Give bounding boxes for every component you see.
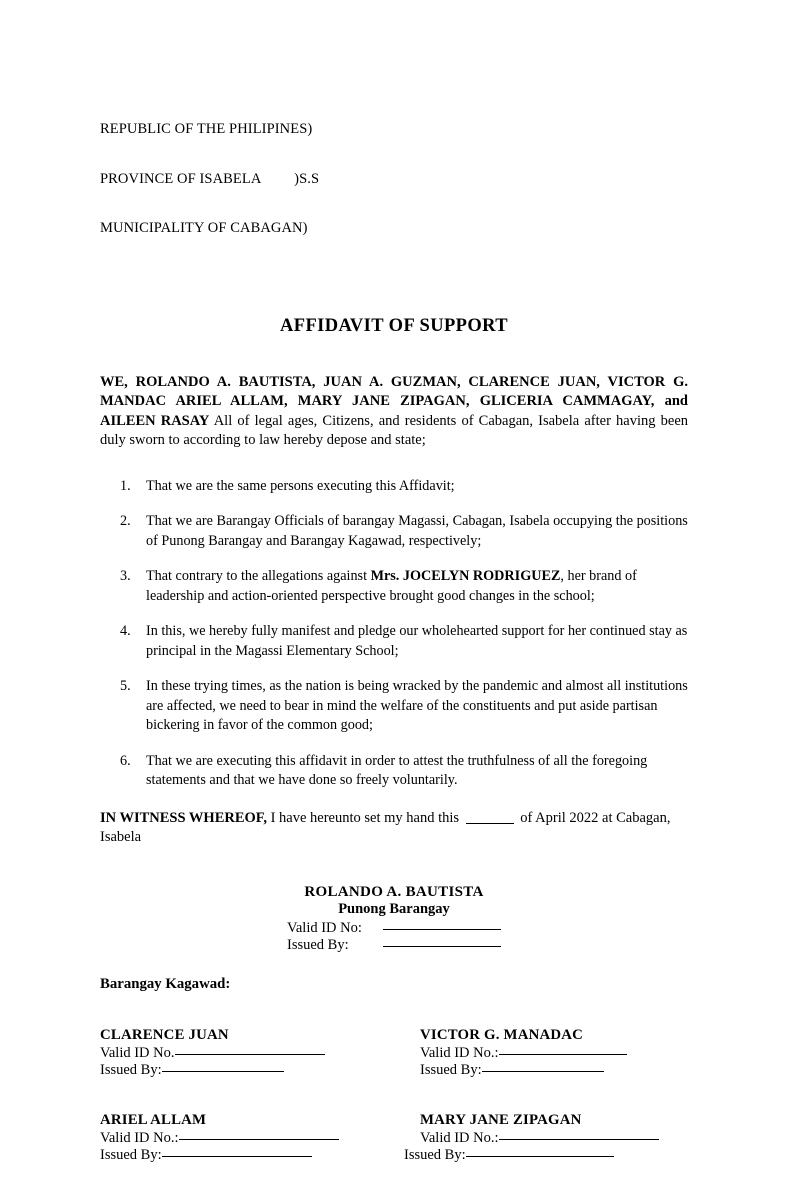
valid-id-label: Valid ID No.: [420, 1129, 499, 1146]
clause-item-4 [120, 622, 688, 661]
valid-id-row [100, 1045, 420, 1063]
clause-item-2 [120, 512, 688, 551]
signature-block-victor-manadac [420, 1027, 740, 1080]
document-content [100, 88, 688, 1197]
primary-valid-id-blank[interactable] [383, 929, 501, 930]
issued-by-blank[interactable] [482, 1071, 604, 1072]
clause-item-3 [120, 567, 688, 606]
witness-clause [100, 809, 688, 848]
jurisdiction-line-province: PROVINCE OF ISABELA )S.S [100, 170, 320, 187]
valid-id-row [420, 1045, 740, 1063]
issued-by-label: Issued By: [404, 1147, 466, 1163]
signature-block-mary-jane-zipagan [404, 1111, 740, 1165]
valid-id-row [420, 1130, 740, 1148]
witness-lead: IN WITNESS WHEREOF, [100, 809, 267, 826]
valid-id-label: Valid ID No.: [420, 1044, 499, 1061]
issued-by-label: Issued By: [100, 1147, 162, 1163]
issued-by-row [420, 1062, 740, 1080]
signatory-name: VICTOR G. MANADAC [420, 1026, 584, 1043]
signature-row-1 [100, 1027, 688, 1080]
clause-item-1 [120, 477, 688, 497]
intro-paragraph [100, 373, 688, 451]
valid-id-label: Valid ID No.: [100, 1129, 179, 1146]
signature-grid [100, 1027, 688, 1165]
primary-issued-by-label: Issued By: [287, 936, 349, 953]
valid-id-blank[interactable] [499, 1139, 659, 1140]
valid-id-blank[interactable] [499, 1054, 627, 1055]
clause-text-3a: That contrary to the allegations against [146, 568, 371, 584]
intro-tail: All of legal ages, Citizens, and residents of Cabagan, Isabela after having been duly sworn to according to law hereby depose and state; [100, 412, 689, 448]
clause-item-5 [120, 677, 688, 736]
issued-by-row [100, 1147, 420, 1165]
signature-block-clarence-juan [100, 1027, 420, 1080]
valid-id-blank[interactable] [179, 1139, 339, 1140]
valid-id-label: Valid ID No. [100, 1044, 175, 1061]
primary-signature-block [100, 884, 688, 954]
signature-block-ariel-allam [100, 1112, 420, 1165]
issued-by-label: Issued By: [100, 1062, 162, 1078]
intro-lead: WE, [100, 373, 128, 390]
primary-signatory-role: Punong Barangay [338, 900, 450, 917]
issued-by-row [100, 1062, 420, 1080]
issued-by-blank[interactable] [162, 1071, 284, 1072]
witness-text-before: I have hereunto set my hand this [266, 809, 463, 826]
primary-issued-by-blank[interactable] [383, 946, 501, 947]
primary-issued-by-row [287, 937, 501, 954]
signatory-name: MARY JANE ZIPAGAN [420, 1111, 582, 1128]
signatory-name: CLARENCE JUAN [100, 1026, 229, 1043]
primary-valid-id-row [287, 920, 501, 937]
primary-valid-id-label: Valid ID No: [287, 919, 362, 936]
jurisdiction-line-municipality: MUNICIPALITY OF CABAGAN) [100, 220, 308, 236]
intro-affiants: ROLANDO A. BAUTISTA, JUAN A. GUZMAN, CLARENCE JUAN, VICTOR G. MANDAC ARIEL ALLAM, MARY JANE ZIPAGAN, GLICERIA CAMMAGAY, [100, 373, 688, 409]
witness-text-after: of April 2022 at Cabagan, Isabela [100, 809, 671, 845]
clause-list [100, 477, 688, 791]
clause-text-5: In these trying times, as the nation is being wracked by the pandemic and almost all institutions are affected, we need to bear in mind the welfare of the constituents and put aside partisan bickering in favor of the common good; [146, 678, 688, 733]
clause-bold-3: Mrs. JOCELYN RODRIGUEZ [370, 568, 561, 584]
jurisdiction-block [100, 88, 688, 270]
clause-text-1: That we are the same persons executing this Affidavit; [146, 477, 455, 494]
document-title: AFFIDAVIT OF SUPPORT [279, 315, 508, 336]
intro-conjunction: and [664, 393, 688, 409]
jurisdiction-line-republic: REPUBLIC OF THE PHILIPINES) [100, 121, 313, 137]
kagawad-heading: Barangay Kagawad: [100, 975, 231, 992]
clause-text-4: In this, we hereby fully manifest and pledge our wholehearted support for her continued stay as principal in the Magassi Elementary School; [146, 623, 688, 659]
issued-by-label: Issued By: [420, 1062, 482, 1078]
issued-by-blank[interactable] [162, 1156, 312, 1157]
issued-by-row [404, 1147, 740, 1165]
primary-signatory-fields [287, 920, 501, 954]
intro-last-affiant: AILEEN RASAY [100, 412, 210, 429]
clause-text-6: That we are executing this affidavit in order to attest the truthfulness of all the foregoing statements and that we have done so freely voluntarily. [146, 752, 648, 788]
signatory-name: ARIEL ALLAM [100, 1111, 207, 1128]
signature-row-2 [100, 1112, 688, 1165]
issued-by-blank[interactable] [466, 1156, 614, 1157]
clause-item-6 [120, 752, 688, 791]
clause-text-2: That we are Barangay Officials of barangay Magassi, Cabagan, Isabela occupying the positions of Punong Barangay and Barangay Kagawad, respectively; [146, 513, 688, 549]
primary-signatory-name: ROLANDO A. BAUTISTA [304, 883, 484, 900]
valid-id-row [100, 1130, 420, 1148]
clause-text-3b: , her brand of leadership and action-oriented perspective brought good changes in the school; [146, 568, 637, 604]
witness-date-blank[interactable] [466, 823, 514, 824]
valid-id-blank[interactable] [175, 1054, 325, 1055]
